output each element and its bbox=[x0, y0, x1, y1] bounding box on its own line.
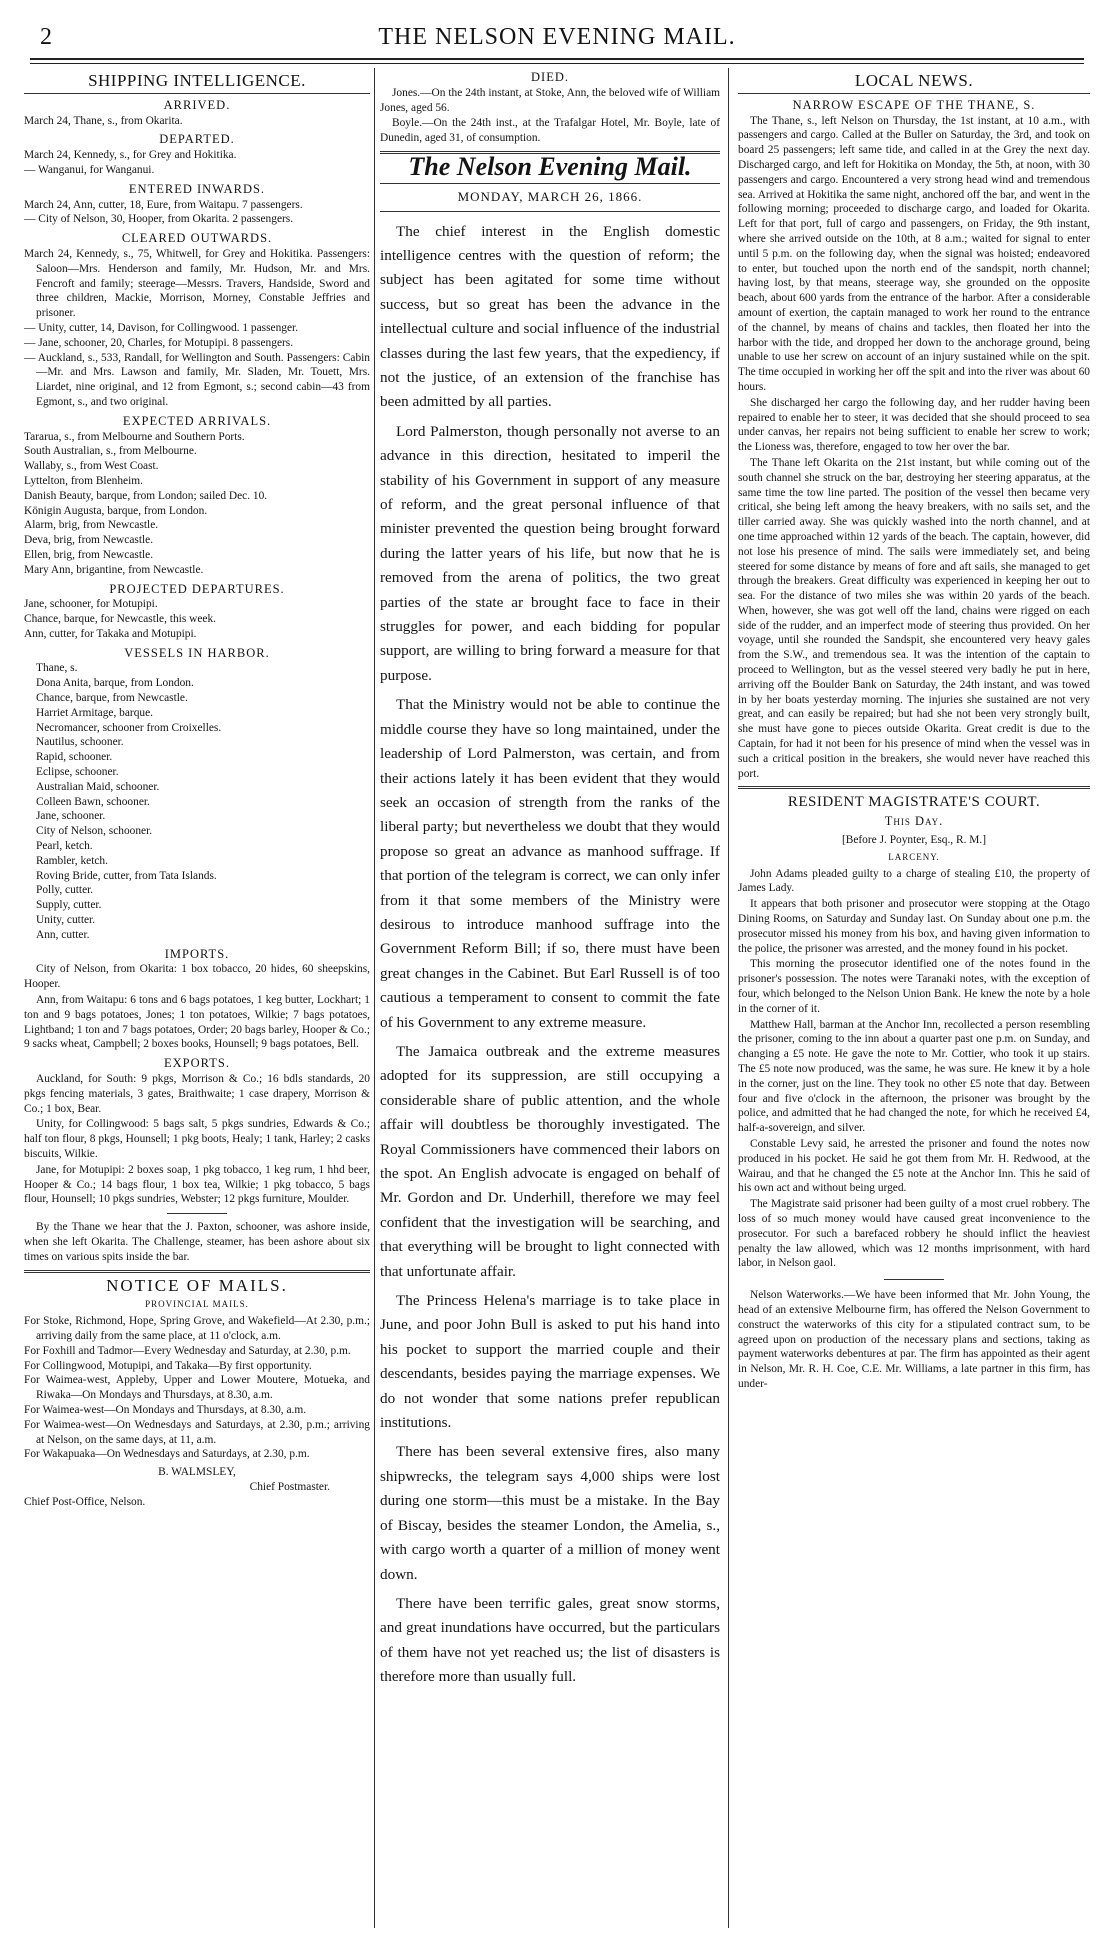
vessel-entry: Polly, cutter. bbox=[36, 884, 94, 897]
shipping-entry: Alarm, brig, from Newcastle. bbox=[24, 519, 159, 532]
vessel-entry: Rambler, ketch. bbox=[36, 854, 108, 867]
shipping-entry: — Unity, cutter, 14, Davison, for Collingwood. 1 passenger. bbox=[24, 321, 299, 334]
vessel-entry: Eclipse, schooner. bbox=[36, 766, 119, 779]
mail-entry: For Waimea-west—On Mondays and Thursdays, at 8.30, a.m. bbox=[24, 1403, 307, 1416]
shipping-entry: Danish Beauty, barque, from London; sailed Dec. 10. bbox=[24, 489, 268, 502]
mail-entry: For Waimea-west, Appleby, Upper and Lower Moutere, Motueka, and Riwaka—On Mondays and Thursdays, at 8.30, a.m. bbox=[24, 1374, 370, 1402]
larceny-heading: LARCENY. bbox=[888, 851, 940, 862]
vessel-entry: Colleen Bawn, schooner. bbox=[36, 795, 150, 808]
mails-office: Chief Post-Office, Nelson. bbox=[24, 1495, 146, 1508]
vessel-entry: Ann, cutter. bbox=[36, 928, 90, 941]
shipping-entry: Ellen, brig, from Newcastle. bbox=[24, 548, 154, 561]
editorial-paragraph: The Princess Helena's marriage is to take place in June, and poor John Bull is asked to put his hand into his pocket to support the married couple and their descendants, besides paying the marriage expenses. We do not wonder that some nations prefer republican institutions. bbox=[380, 1292, 720, 1432]
header-rule-thin bbox=[30, 63, 1084, 64]
shipping-entry: March 24, Thane, s., from Okarita. bbox=[24, 114, 183, 127]
exports-list bbox=[24, 1072, 370, 1207]
shipping-entry: Deva, brig, from Newcastle. bbox=[24, 534, 154, 547]
column-divider bbox=[728, 68, 729, 1928]
local-news-subheading: NARROW ESCAPE OF THE THANE, S. bbox=[792, 97, 1036, 112]
projected-heading: PROJECTED DEPARTURES. bbox=[109, 581, 285, 596]
vessel-entry: Dona Anita, barque, from London. bbox=[36, 677, 194, 690]
vessel-entry: Supply, cutter. bbox=[36, 899, 102, 912]
court-paragraph: It appears that both prisoner and prosecutor were stopping at the Otago Dining Rooms, on Saturday and Sunday last. On Sunday about one p.m. the prosecutor missed his money from his box, and having given information to the police, the prisoner was arrested, and the money found in his pocket. bbox=[738, 898, 1090, 955]
column-shipping bbox=[24, 68, 370, 1933]
court-paragraph: Matthew Hall, barman at the Anchor Inn, recollected a person resembling the prisoner, coming to the inn about a quarter past one p.m. on Sunday, and changing a £5 note. He gave the note to Mr. Cottier, who took it up stairs. The £5 note now produced, was the same, he was sure. He knew it by a hole in the corner, just on the line. They took no other £5 note that day. Between four and five o'clock in the afternoon, the prisoner was brought by the police, and admitted that he had changed the note, for which he received £4, half-a-sovereign, and silver. bbox=[738, 1018, 1090, 1135]
mail-entry: For Collingwood, Motupipi, and Takaka—By first opportunity. bbox=[24, 1359, 312, 1372]
vessel-entry: Rapid, schooner. bbox=[36, 751, 113, 764]
exports-entry: Jane, for Motupipi: 2 boxes soap, 1 pkg tobacco, 1 keg rum, 1 hhd beer, Hooper & Co.; 14 bags flour, 1 box tea, Wilkie; 1 pkg tobacco, 5 bags flour, Hounsell; 10 pkgs sundries, Webster; 12 pkgs furniture, Moulder. bbox=[24, 1163, 370, 1206]
shipping-entry: Chance, barque, for Newcastle, this week. bbox=[24, 613, 216, 626]
imports-entry: Ann, from Waitapu: 6 tons and 6 bags potatoes, 1 keg butter, Lockhart; 1 ton and 9 bags potatoes, Jones; 1 ton potatoes, Wilkie; 7 bags potatoes, Lightband; 1 ton and 7 bags potatoes, Order; 20 bags barley, Hooper & Co.; 9 sacks wheat, Campbell; 2 boxes books, Hounsell; 9 bags potatoes, Bell. bbox=[24, 994, 370, 1051]
vessel-entry: Australian Maid, schooner. bbox=[36, 780, 160, 793]
death-notice: Boyle.—On the 24th inst., at the Trafalgar Hotel, Mr. Boyle, late of Dunedin, aged 31, of consumption. bbox=[380, 117, 720, 145]
divider bbox=[24, 93, 370, 94]
column-divider bbox=[374, 68, 375, 1928]
editorial-paragraph: There have been terrific gales, great snow storms, and great inundations have occurred, but the particulars of them have not yet reached us; the list of disasters is therefore more than usually full. bbox=[380, 1594, 720, 1686]
imports-entry: City of Nelson, from Okarita: 1 box tobacco, 20 hides, 60 sheepskins, Hooper. bbox=[24, 963, 370, 991]
arrived-heading: ARRIVED. bbox=[163, 97, 231, 112]
projected-list bbox=[24, 597, 370, 641]
shipping-entry: March 24, Kennedy, s., for Grey and Hokitika. bbox=[24, 149, 237, 162]
mail-entry: For Wakapuaka—On Wednesdays and Saturdays, at 2.30, p.m. bbox=[24, 1448, 310, 1461]
shipping-entry: South Australian, s., from Melbourne. bbox=[24, 445, 197, 458]
vessel-entry: Roving Bride, cutter, from Tata Islands. bbox=[36, 869, 217, 882]
shipping-entry: — Auckland, s., 533, Randall, for Wellington and South. Passengers: Cabin—Mr. and Mrs. Lawson and family, Mr. Sladen, Mr. Touett, Mrs. Liardet, nine original, and 12 from Egmont, s.; second cabin—43 from Egmont, s., and two original. bbox=[24, 351, 370, 408]
vessels-list bbox=[24, 661, 370, 942]
editorial-body bbox=[380, 220, 720, 1690]
local-news-paragraph: The Thane left Okarita on the 21st instant, but while coming out of the south channel she struck on the bar, destroying her steering apparatus, at the same time the tow line parted. The position of the vessel then became very critical, she being left among the heavy breakers, with no sails set, and the tiller carried away. She was quickly washed into the north channel, and at one time approached within 12 yards of the beach. The captain, however, did not lose his presence of mind. The sails were immediately set, and being steered for some distance by means of fore and aft sails, she managed to get through the breakers. Great difficulty was experienced in keeping her out to sea. For the distance of two miles she was within 20 yards of the beach. When, however, she was got well off the land, chains were rigged on each side of the rudder, and an imperfect mode of steering thus provided. On her voyage, until she rounded the Sandspit, she encountered very heavy gales from the S.W., and tremendous sea. It was the intention of the captain to proceed to Wellington, but as the vessel steered very badly he put in here, arriving off the Boulder Bank on Saturday, the 24th instant, and was towed in by her boats yesterday morning. The injuries she sustained are not very great, and can easily be repaired; but had she not been very strongly built, she must have gone to pieces outside Okarita. Great credit is due to the Captain, for had it not been for his presence of mind when the vessel was in such a critical position in the breakers, she would never have reached this port. bbox=[738, 456, 1090, 780]
editorial-masthead: The Nelson Evening Mail. bbox=[408, 151, 692, 181]
vessel-entry: Thane, s. bbox=[36, 662, 78, 675]
vessel-entry: City of Nelson, schooner. bbox=[36, 825, 153, 838]
death-notice: Jones.—On the 24th instant, at Stoke, Ann, the beloved wife of William Jones, aged 56. bbox=[380, 86, 720, 114]
waterworks-paragraph: Nelson Waterworks.—We have been informed that Mr. John Young, the head of an extensive Melbourne firm, has offered the Nelson Government to construct the waterworks of this city for a stipulated contract sum, to be agreed upon on production of the necessary plans and sections, taking as payment waterworks debentures at par. The firm has appointed as their agent in Nelson, Mr. R. H. Coe, C.E. Mr. Williams, a late partner in this firm, has under- bbox=[738, 1289, 1090, 1390]
expected-list bbox=[24, 430, 370, 578]
court-heading: RESIDENT MAGISTRATE'S COURT. bbox=[787, 794, 1041, 811]
shipping-entry: Königin Augusta, barque, from London. bbox=[24, 504, 208, 517]
expected-heading: EXPECTED ARRIVALS. bbox=[122, 413, 272, 428]
mail-entry: For Foxhill and Tadmor—Every Wednesday and Saturday, at 2.30, p.m. bbox=[24, 1344, 351, 1357]
court-paragraph: Constable Levy said, he arrested the prisoner and found the notes now produced in his pocket. He said he got them from Mr. H. Redwood, at the Wairau, and that he changed the £5 note at the Anchor Inn. This he said of his own act and without being urged. bbox=[738, 1137, 1090, 1195]
exports-entry: Auckland, for South: 9 pkgs, Morrison & Co.; 16 bdls standards, 20 pkgs fencing materials, 3 gates, Braithwaite; 1 case drapery, Morrison & Co.; 1 box, Bear. bbox=[24, 1073, 370, 1115]
shipping-entry: — City of Nelson, 30, Hooper, from Okarita. 2 passengers. bbox=[24, 213, 294, 226]
shipping-entry: Ann, cutter, for Takaka and Motupipi. bbox=[24, 627, 197, 640]
page-number: 2 bbox=[40, 24, 52, 50]
shipping-entry: — Wanganui, for Wanganui. bbox=[24, 163, 155, 176]
vessel-entry: Necromancer, schooner from Croixelles. bbox=[36, 721, 222, 734]
shipping-entry: Lyttelton, from Blenheim. bbox=[24, 474, 143, 487]
vessel-entry: Pearl, ketch. bbox=[36, 840, 93, 853]
local-news-heading: LOCAL NEWS. bbox=[854, 71, 974, 90]
editorial-paragraph: Lord Palmerston, though personally not averse to an advance in this direction, hesitated to imperil the stability of his Government in support of any measure of reform, and the great personal influence of that minister prevented the question being brought forward during the latter years of his life, but now that he is removed from the arena of politics, the two great parties of the state ar brought face to face in their struggles for power, and each bidding for popular support, are willing to bring forward a measure for that purpose. bbox=[380, 422, 720, 684]
vessel-entry: Harriet Armitage, barque. bbox=[36, 706, 154, 719]
entered-list bbox=[24, 198, 370, 228]
court-paragraph: The Magistrate said prisoner had been guilty of a most cruel robbery. The loss of so much money would have caused great inconvenience to the prosecutor. For such a barefaced robbery he should inflict the heaviest penalty the law allowed, which was 12 months imprisonment, with hard labor, in Nelson gaol. bbox=[738, 1198, 1090, 1270]
arrived-list bbox=[24, 114, 370, 129]
local-news-paragraph: The Thane, s., left Nelson on Thursday, the 1st instant, at 10 a.m., with passengers and cargo. Called at the Buller on Saturday, the 3rd, and took on board 25 passengers; left same tide, and called in at the Grey the next day. Discharged cargo, and left for Hokitika on Monday, the 5th, at noon, with 30 passengers and cargo. Encountered a very strong head wind and tremendous sea. Arrived at Hokitika the same night, anchored off the bar, and went in the following morning; proceeded to discharge cargo, and loaded for Okarita. Left for that port, full of cargo and passengers, on Friday, the 9th instant, where she arrived outside on the 10th, at 8 a.m.; waited for signal to enter until 5 p.m. on the following day, when the signal was hoisted; endeavored to enter, but touched upon the north end of the sandspit, north channel; having lost, by that means, steerage way, she grounded on the opposite beach, about 600 yards from the entrance of the harbor. After a considerable amount of exertion, the captain managed to work her round to the entrance of the channel, by means of chains and tackles, then floated her into the harbor with the tide, and dropped her down to the anchorage ground, being unable to use her screw on account of an injury sustained while on the spit. The time occupied in working her off the spit and into the river was about 60 hours. bbox=[738, 114, 1090, 393]
court-before: [Before J. Poynter, Esq., R. M.] bbox=[841, 834, 987, 847]
imports-heading: IMPORTS. bbox=[164, 946, 230, 961]
cleared-list bbox=[24, 247, 370, 410]
local-news-paragraph: She discharged her cargo the following day, and her rudder having been repaired to enable her to steer, it was decided that she should proceed to sea under canvas, her repairs not being sufficient to enable her screw to work; the Lioness was, therefore, engaged to tow her over the bar. bbox=[738, 396, 1090, 454]
shipping-entry: Jane, schooner, for Motupipi. bbox=[24, 598, 158, 611]
mails-subheading: PROVINCIAL MAILS. bbox=[145, 1299, 249, 1310]
editorial-date: MONDAY, MARCH 26, 1866. bbox=[457, 188, 643, 204]
cleared-heading: CLEARED OUTWARDS. bbox=[121, 231, 273, 246]
editorial-paragraph: The chief interest in the English domestic intelligence centres with the question of reform; the subject has been agitated for some time without success, but so great has been the advance in the intellectual culture and social influence of the industrial classes during the last few years, that the expediency, if not the justice, of an extension of the franchise has been admitted by all parties. bbox=[380, 222, 720, 411]
died-heading: DIED. bbox=[531, 70, 569, 84]
mail-entry: For Stoke, Richmond, Hope, Spring Grove, and Wakefield—At 2.30, p.m.; arriving daily from the same place, at 11 o'clock, a.m. bbox=[24, 1315, 370, 1342]
mails-signer-title: Chief Postmaster. bbox=[249, 1480, 330, 1493]
shipping-entry: Wallaby, s., from West Coast. bbox=[24, 460, 159, 473]
exports-entry: Unity, for Collingwood: 5 bags salt, 5 pkgs sundries, Edwards & Co.; half ton flour, 8 pkgs, Hounsell; 1 pkg boots, Healy; 1 tank, Harley; 2 casks biscuits, Wilkie. bbox=[24, 1118, 370, 1160]
editorial-paragraph: There has been several extensive fires, also many shipwrecks, the telegram says 4,000 ships were lost during one storm—this must be a mistake. In the Bay of Biscay, besides the steamer London, the Amelia, s., with cargo worth a quarter of a million of money went down. bbox=[380, 1443, 720, 1583]
exports-heading: EXPORTS. bbox=[164, 1056, 230, 1071]
departed-list bbox=[24, 148, 370, 178]
mails-list bbox=[24, 1314, 370, 1462]
vessel-entry: Jane, schooner. bbox=[36, 810, 106, 823]
court-subheading: This Day. bbox=[884, 814, 944, 829]
imports-list bbox=[24, 962, 370, 1052]
shipping-entry: March 24, Ann, cutter, 18, Eure, from Waitapu. 7 passengers. bbox=[24, 198, 303, 211]
court-paragraph: John Adams pleaded guilty to a charge of stealing £10, the property of James Lady. bbox=[738, 867, 1090, 895]
mails-signer: B. WALMSLEY, bbox=[158, 1466, 236, 1479]
section-divider bbox=[24, 1270, 370, 1273]
divider bbox=[380, 211, 720, 212]
shipping-note: By the Thane we hear that the J. Paxton, schooner, was ashore inside, when she left Okarita. The Challenge, steamer, has been ashore about six times on various spits inside the bar. bbox=[24, 1221, 370, 1263]
court-body bbox=[738, 867, 1090, 1272]
short-divider bbox=[884, 1279, 944, 1280]
vessel-entry: Nautilus, schooner. bbox=[36, 736, 124, 749]
shipping-entry: March 24, Kennedy, s., 75, Whitwell, for Grey and Hokitika. Passengers: Saloon—Mrs. Henderson and family, Mr. Hudson, Mr. and Mrs. Fencroft and family; steerage—Messrs. Travers, Handside, Sword and three children, Mackie, Morrison, Morney, Constable Jeffries and prisoner. bbox=[24, 247, 370, 320]
divider bbox=[380, 183, 720, 184]
entered-heading: ENTERED INWARDS. bbox=[128, 181, 266, 196]
vessels-heading: VESSELS IN HARBOR. bbox=[124, 645, 270, 660]
header-rule bbox=[30, 58, 1084, 60]
column-local-news bbox=[738, 68, 1090, 1933]
local-news-body bbox=[738, 114, 1090, 782]
mail-entry: For Waimea-west—On Wednesdays and Saturdays, at 2.30, p.m.; arriving at Nelson, on the same days, at 11, a.m. bbox=[24, 1418, 370, 1446]
section-divider bbox=[738, 786, 1090, 789]
newspaper-title: THE NELSON EVENING MAIL. bbox=[378, 24, 736, 50]
shipping-heading: SHIPPING INTELLIGENCE. bbox=[88, 71, 306, 90]
died-list bbox=[380, 86, 720, 146]
mails-heading: NOTICE OF MAILS. bbox=[106, 1275, 288, 1295]
departed-heading: DEPARTED. bbox=[159, 132, 235, 147]
vessel-entry: Chance, barque, from Newcastle. bbox=[36, 692, 188, 705]
court-paragraph: This morning the prosecutor identified one of the notes found in the prisoner's possession. The notes were Taranaki notes, with the exception of four, which belonged to the Nelson Union Bank. He knew the note by a hole in the corner of it. bbox=[738, 958, 1090, 1015]
page-header bbox=[30, 22, 1084, 56]
short-divider bbox=[167, 1213, 227, 1214]
shipping-entry: — Jane, schooner, 20, Charles, for Motupipi. 8 passengers. bbox=[24, 336, 294, 349]
shipping-entry: Tararua, s., from Melbourne and Southern Ports. bbox=[24, 430, 245, 443]
divider bbox=[738, 93, 1090, 94]
editorial-paragraph: The Jamaica outbreak and the extreme measures adopted for its suppression, are still occupying a considerable share of public attention, and the whole affair will doubtless be thoroughly investigated. The Royal Commissioners have commenced their labors on the spot. An English advocate is engaged on behalf of Mr. Gordon and Dr. Underhill, therefore we may feel confident that the investigation will be searching, and that everything will be brought to light connected with that unfortunate affair. bbox=[380, 1042, 720, 1280]
column-editorial bbox=[380, 68, 720, 1933]
vessel-entry: Unity, cutter. bbox=[36, 914, 96, 927]
editorial-paragraph: That the Ministry would not be able to continue the middle course they have so long maintained, under the leadership of Lord Palmerston, was certain, and from their actions lately it has been evident that they would seek an occasion of strength from the ranks of the liberal party; but nevertheless we doubt that they would propose so great an advance as manhood suffrage. If that portion of the telegram is correct, we can only infer from it that some members of the Ministry were desirous to introduce manhood suffrage into the Government Reform Bill; if so, there must have been great changes in the Cabinet. But Earl Russell is of too cautious a temperament to consent to commit the fate of his Government to any extreme measure. bbox=[380, 696, 720, 1031]
shipping-entry: Mary Ann, brigantine, from Newcastle. bbox=[24, 563, 204, 576]
